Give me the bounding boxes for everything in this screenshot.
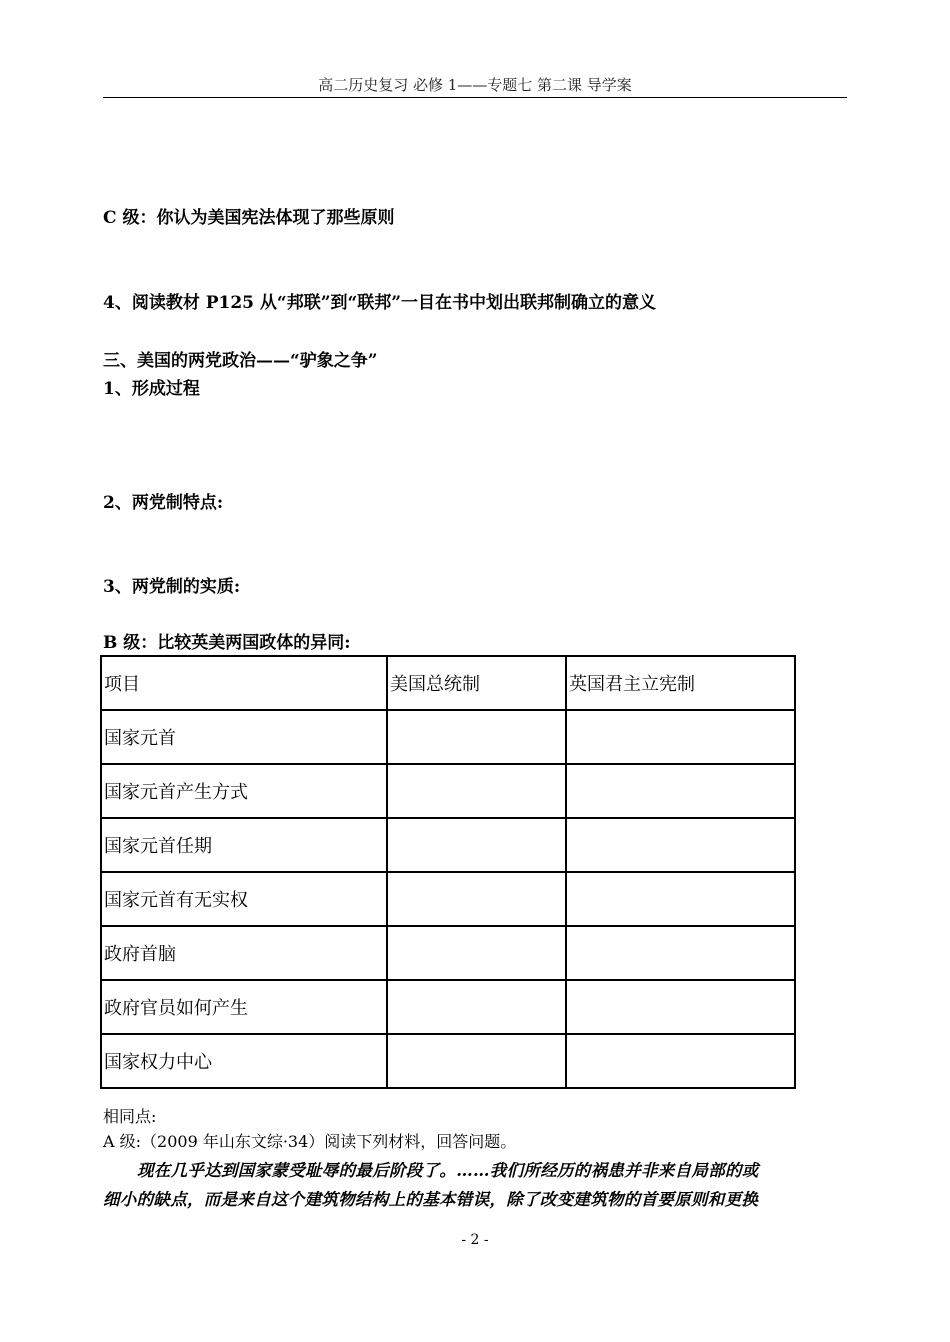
answer-cell-uk [566,764,795,818]
header-cell-uk: 英国君主立宪制 [566,656,795,710]
section-3-heading: 三、美国的两党政治——“驴象之争” [103,351,378,371]
header-cell-item: 项目 [101,656,387,710]
answer-cell-us [387,872,566,926]
passage-line-2: 细小的缺点，而是来自这个建筑物结构上的基本错误，除了改变建筑物的首要原则和更换 [103,1190,759,1209]
row-label: 政府官员如何产生 [101,980,387,1034]
page-header: 高二历史复习 必修 1——专题七 第二课 导学案 [318,76,632,94]
row-label: 国家元首产生方式 [101,764,387,818]
a-level-question: A 级:（2009 年山东文综·34）阅读下列材料，回答问题。 [103,1132,517,1151]
similarities-label: 相同点: [103,1107,157,1126]
table-row [101,710,795,764]
table-row [101,980,795,1034]
answer-cell-us [387,764,566,818]
question-2: 2、两党制特点: [103,493,224,513]
table-row [101,1034,795,1088]
table-row [101,764,795,818]
answer-cell-uk [566,980,795,1034]
question-3: 3、两党制的实质: [103,577,241,597]
row-label: 国家权力中心 [101,1034,387,1088]
answer-cell-us [387,710,566,764]
answer-cell-uk [566,710,795,764]
comparison-table [100,655,796,1089]
row-label: 国家元首 [101,710,387,764]
answer-cell-uk [566,818,795,872]
item-4: 4、阅读教材 P125 从“邦联”到“联邦”一目在书中划出联邦制确立的意义 [103,293,657,313]
answer-cell-us [387,1034,566,1088]
page-number: - 2 - [461,1232,489,1248]
answer-cell-us [387,926,566,980]
passage-line-1: 现在几乎达到国家蒙受耻辱的最后阶段了。……我们所经历的祸患并非来自局部的或 [137,1161,759,1180]
answer-cell-us [387,818,566,872]
b-level-question: B 级：比较英美两国政体的异同: [103,633,351,653]
answer-cell-uk [566,926,795,980]
answer-cell-uk [566,1034,795,1088]
row-label: 国家元首任期 [101,818,387,872]
header-rule [103,97,847,98]
row-label: 政府首脑 [101,926,387,980]
header-cell-us: 美国总统制 [387,656,566,710]
c-level-question: C 级：你认为美国宪法体现了那些原则 [103,208,395,228]
question-1: 1、形成过程 [103,379,200,399]
row-label: 国家元首有无实权 [101,872,387,926]
table-row [101,926,795,980]
table-row [101,872,795,926]
answer-cell-us [387,980,566,1034]
answer-cell-uk [566,872,795,926]
table-row [101,818,795,872]
table-header-row [101,656,795,710]
